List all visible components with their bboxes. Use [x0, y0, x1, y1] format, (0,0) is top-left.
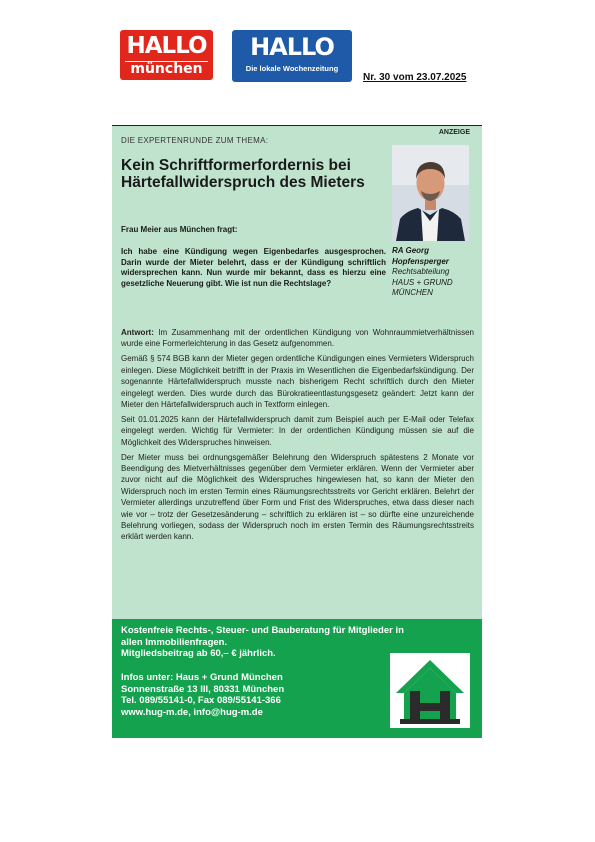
hallo-muenchen-logo [120, 30, 213, 80]
ad-footer [112, 619, 482, 738]
reader-question: Ich habe eine Kündigung wegen Eigenbedarfes ausgesprochen. Darin wurde der Mieter belehrt, dass er der Kündigung schriftlich widersprechen kann. Nun wurde mir bekannt, dass es hierzu eine gesetzliche Neuerung gibt. Wie ist nun die Rechtslage? [121, 247, 386, 289]
issue-date: Nr. 30 vom 23.07.2025 [363, 72, 467, 83]
footer-line-4: Infos unter: Haus + Grund München [121, 672, 283, 683]
logo-hallo-text: HALLO [250, 33, 334, 61]
question-intro: Frau Meier aus München fragt: [121, 225, 238, 234]
footer-line-1: Kostenfreie Rechts-, Steuer- und Bauberatung für Mitglieder in [121, 625, 404, 636]
answer-paragraph-1 [121, 327, 474, 350]
answer-paragraph-2: Gemäß § 574 BGB kann der Mieter gegen ordentliche Kündigungen eines Vermieters Widerspruch einlegen. Diese Möglichkeit betrifft in der Praxis im Wesentlichen die Eigenbedarfskündigung. Der sogenannte Härtefallwiderspruch musste nach bisherigem Recht schriftlich durch den Mieter eingelegt werden. Dies wurde durch das Bürokratieentlastungsgesetz geändert: Jetzt kann der Mieter den Härtefallwiderspruch auch in Textform einlegen. [121, 354, 474, 409]
author-role-line2: HAUS + GRUND [392, 277, 453, 287]
author-name-line1: RA Georg [392, 246, 430, 255]
logo-muenchen-text: münchen [125, 61, 208, 77]
footer-contact [121, 672, 371, 719]
footer-line-2: allen Immobilienfragen. [121, 636, 228, 648]
answer-paragraph-4: Der Mieter muss bei ordnungsgemäßer Belehrung den Widerspruch spätestens 2 Monate vor Beendigung des Mietverhältnisses gegenüber dem Vermieter erklären. Wenn der Vermieter aber zuvor nicht auf die Möglichkeit des Widerspruches hingewiesen hat, so kann der Mieter den Widerspruch noch im ersten Termin eines Räumungsrechtsstreits vor Gericht erklären. Belehrt der Vermieter allerdings unzutreffend über Form und Frist des Widerspruches, etwa dass dieser nach wie vor – trotz der Gesetzesänderung – schriftlich zu erklären ist – so dürfte eine unzureichende Belehrung vorliegen, sodass der Widerspruch noch im ersten Termin des Räumungsrechtsstreits erklärt werden kann. [121, 452, 474, 542]
logo-tagline: Die lokale Wochenzeitung [245, 64, 339, 73]
author-name-line2: Hopfensperger [392, 256, 449, 266]
footer-line-5: Sonnenstraße 13 III, 80331 München [121, 683, 285, 695]
answer-paragraph-3: Seit 01.01.2025 kann der Härtefallwiderspruch damit zum Beispiel auch per E-Mail oder Telefax eingelegt werden. Wichtig für Vermieter: In der ordentlichen Kündigung müssen sie auf die Möglichkeit des Widerspruches hinweisen. [121, 414, 474, 447]
haus-und-grund-logo [390, 653, 470, 728]
answer-text: Im Zusammenhang mit der ordentlichen Kündigung von Wohnraummietverhältnissen wurde eine Formerleichterung in das Gesetz aufgenommen. [121, 328, 474, 349]
logo-hallo-text: HALLO [126, 33, 207, 59]
kicker: DIE EXPERTENRUNDE ZUM THEMA: [121, 136, 269, 145]
footer-line-7: www.hug-m.de, info@hug-m.de [121, 707, 263, 719]
footer-line-6: Tel. 089/55141-0, Fax 089/55141-366 [121, 695, 281, 707]
headline: Kein Schriftformerfordernis bei Härtefallwiderspruch des Mieters [121, 157, 365, 191]
advertisement-box [112, 125, 482, 737]
ad-label: ANZEIGE [438, 129, 470, 136]
answer-label: Antwort: [121, 328, 154, 337]
author-role-line1: Rechtsabteilung [392, 267, 450, 276]
footer-line-3: Mitgliedsbeitrag ab 60,– € jährlich. [121, 648, 276, 659]
hallo-wochenzeitung-logo [232, 30, 352, 82]
author-role-line3: MÜNCHEN [392, 288, 433, 297]
article-body [121, 327, 474, 546]
author-photo [392, 145, 469, 241]
author-info [392, 246, 453, 299]
